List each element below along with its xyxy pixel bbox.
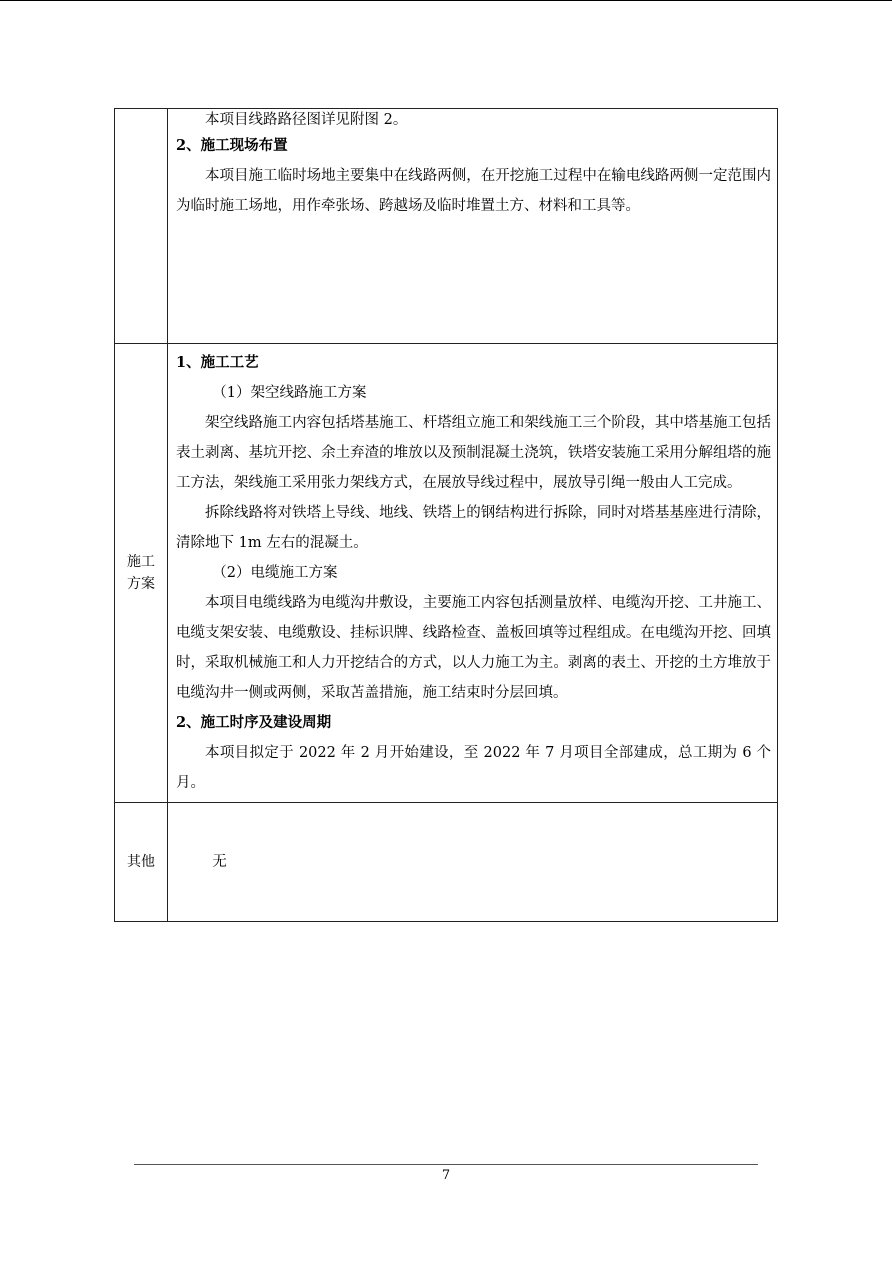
top-border-line [0, 0, 892, 1]
row-content-other [168, 803, 778, 922]
project-info-table [114, 108, 778, 922]
table-row-site-layout [115, 109, 778, 344]
paragraph-route-map: 本项目线路路径图详见附图 2。 [205, 112, 408, 128]
subheading-cable: （2）电缆施工方案 [212, 565, 338, 581]
row-label-empty [115, 109, 168, 344]
heading-schedule: 2、施工时序及建设周期 [176, 714, 332, 731]
paragraph-other: 无 [212, 854, 227, 870]
paragraph-line-removal: 拆除线路将对铁塔上导线、地线、铁塔上的钢结构进行拆除，同时对塔基基座进行清除，清除地下 1m 左右的混凝土。 [176, 505, 771, 551]
label-line: 施工 [127, 554, 155, 570]
row-content-construction-plan [168, 344, 778, 803]
table-row-construction-plan [115, 344, 778, 803]
page-number: 7 [441, 1168, 451, 1183]
row-label-other [115, 803, 168, 922]
label-line: 其他 [127, 854, 155, 870]
row-label-construction-plan [115, 344, 168, 803]
subheading-overhead-line: （1）架空线路施工方案 [212, 385, 367, 401]
heading-construction-process: 1、施工工艺 [176, 354, 259, 371]
label-line: 方案 [127, 576, 155, 592]
table-row-other [115, 803, 778, 922]
paragraph-cable: 本项目电缆线路为电缆沟井敷设，主要施工内容包括测量放样、电缆沟开挖、工井施工、电缆支架安装、电缆敷设、挂标识牌、线路检查、盖板回填等过程组成。在电缆沟开挖、回填时，采取机械施工和人力开挖结合的方式，以人力施工为主。剥离的表土、开挖的土方堆放于电缆沟井一侧或两侧，采取苫盖措施，施工结束时分层回填。 [176, 595, 771, 701]
row-content-site-layout [168, 109, 778, 344]
paragraph-site-layout: 本项目施工临时场地主要集中在线路两侧，在开挖施工过程中在输电线路两侧一定范围内为临时施工场地，用作牵张场、跨越场及临时堆置土方、材料和工具等。 [176, 168, 771, 214]
heading-site-layout: 2、施工现场布置 [176, 137, 288, 154]
paragraph-overhead-line: 架空线路施工内容包括塔基施工、杆塔组立施工和架线施工三个阶段，其中塔基施工包括表土剥离、基坑开挖、余土弃渣的堆放以及预制混凝土浇筑，铁塔安装施工采用分解组塔的施工方法，架线施工采用张力架线方式，在展放导线过程中，展放导引绳一般由人工完成。 [176, 415, 771, 491]
footer-divider [134, 1164, 758, 1165]
paragraph-schedule: 本项目拟定于 2022 年 2 月开始建设，至 2022 年 7 月项目全部建成，总工期为 6 个月。 [176, 745, 771, 791]
